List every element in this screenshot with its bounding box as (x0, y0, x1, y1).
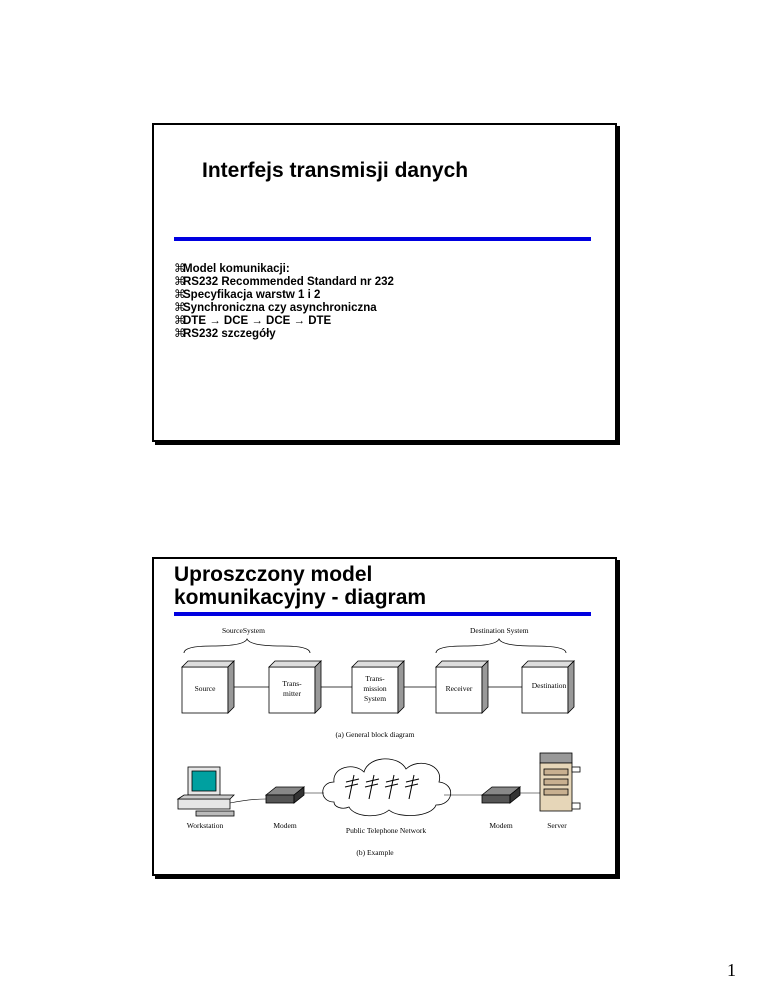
communication-model-diagram (174, 627, 594, 862)
bullet-item: ⌘Synchroniczna czy asynchroniczna (174, 302, 377, 314)
modem-left-label: Modem (273, 821, 297, 830)
modem-right-icon (482, 787, 520, 803)
title-rule (174, 612, 591, 616)
command-key-icon: ⌘ (174, 289, 186, 301)
transmitter-label: mitter (283, 689, 301, 698)
bullet-item: ⌘Model komunikacji: (174, 263, 290, 275)
server-label: Server (547, 821, 567, 830)
bullet-item: ⌘DTE → DCE → DCE → DTE (174, 315, 332, 327)
transmission-label: System (363, 694, 387, 703)
workstation-icon (178, 767, 234, 816)
receiver-label: Receiver (445, 684, 473, 693)
cloud-icon (323, 759, 451, 816)
slide-1 (152, 123, 617, 442)
server-icon (540, 753, 580, 811)
modem-right-label: Modem (489, 821, 513, 830)
workstation-label: Workstation (186, 821, 224, 830)
modem-left-icon (266, 787, 304, 803)
slide-2-title: Uproszczony model komunikacyjny - diagram (174, 563, 427, 609)
command-key-icon: ⌘ (174, 263, 186, 275)
bullet-item: ⌘RS232 Recommended Standard nr 232 (174, 276, 394, 288)
caption-b: (b) Example (356, 848, 394, 857)
command-key-icon: ⌘ (174, 315, 186, 327)
title-rule (174, 237, 591, 241)
command-key-icon: ⌘ (174, 302, 186, 314)
destination-system-brace (436, 639, 566, 653)
bullet-item: ⌘RS232 szczegóły (174, 328, 276, 340)
page-number: 1 (727, 960, 736, 980)
slide-2 (152, 557, 617, 876)
command-key-icon: ⌘ (174, 328, 186, 340)
destination-label: Destination (531, 681, 567, 690)
source-system-brace (184, 639, 310, 653)
bullet-item: ⌘Specyfikacja warstw 1 i 2 (174, 289, 321, 301)
destination-system-label: Destination System (470, 627, 529, 635)
source-system-label: SourceSystem (222, 627, 265, 635)
transmission-label: Trans- (365, 674, 385, 683)
slide-1-title: Interfejs transmisji danych (202, 159, 469, 182)
bullet-list (174, 263, 394, 341)
transmission-label: mission (363, 684, 387, 693)
network-label: Public Telephone Network (345, 826, 427, 835)
caption-a: (a) General block diagram (335, 730, 415, 739)
source-label: Source (194, 684, 216, 693)
command-key-icon: ⌘ (174, 276, 186, 288)
cable (230, 799, 266, 803)
transmitter-label: Trans- (282, 679, 302, 688)
